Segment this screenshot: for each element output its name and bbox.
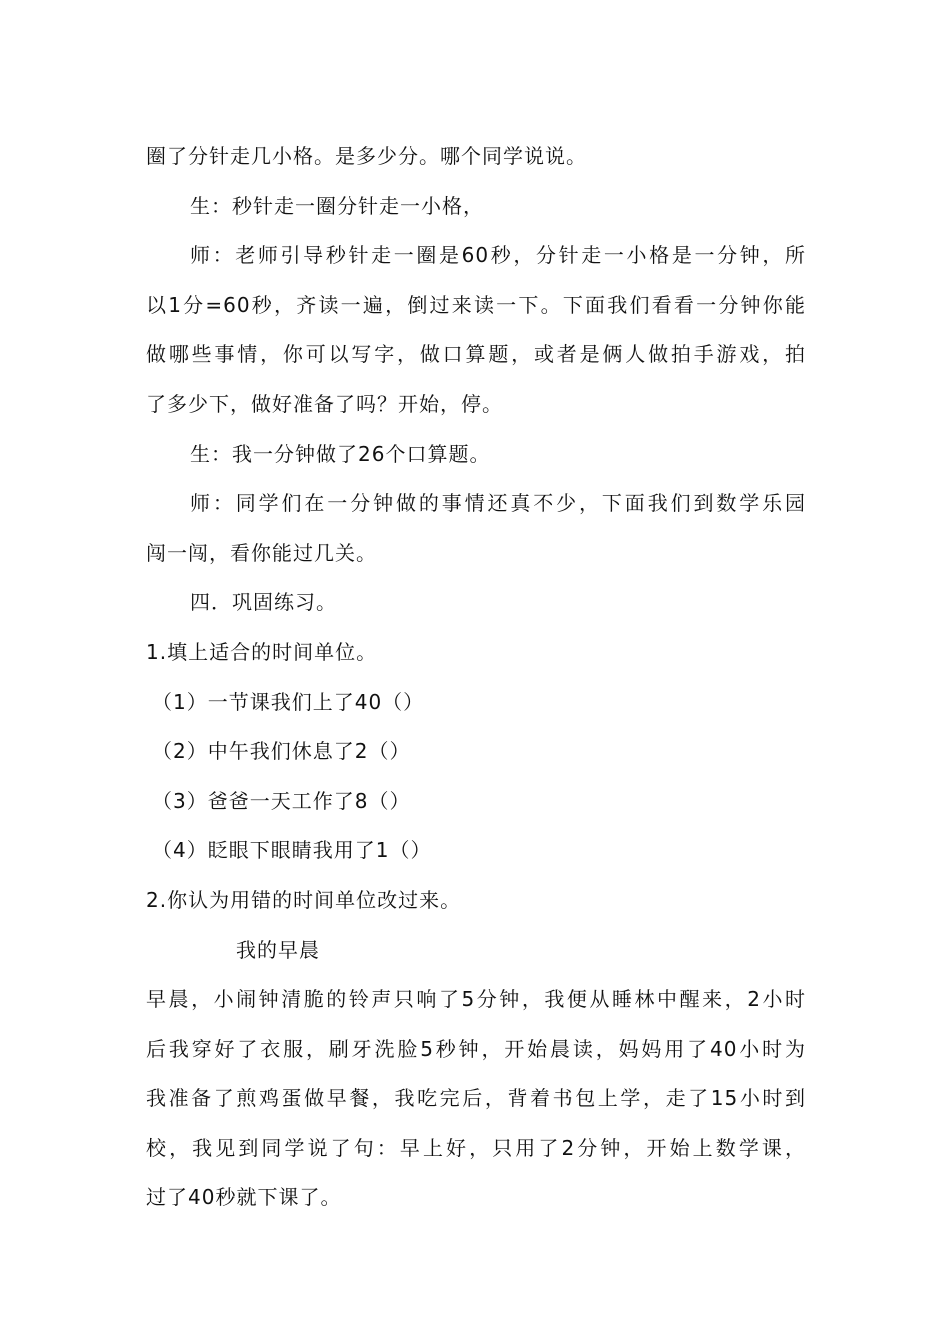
essay-title: 我的早晨 — [236, 937, 320, 962]
student-reply-line: 生：我一分钟做了26个口算题。 — [190, 441, 491, 466]
teacher-line-end: 闯一闯，看你能过几关。 — [146, 540, 377, 565]
student-reply-line: 生：秒针走一圈分针走一小格， — [190, 193, 484, 218]
exercise-item: （1）一节课我们上了40（） — [152, 689, 425, 714]
teacher-line: 师：老师引导秒针走一圈是60秒，分针走一小格是一分钟，所 — [190, 243, 806, 268]
paragraph-line: 圈了分针走几小格。是多少分。哪个同学说说。 — [146, 144, 587, 168]
exercise-item: （4）眨眼下眼睛我用了1（） — [152, 838, 432, 863]
teacher-line-cont: 做哪些事情，你可以写字，做口算题，或者是俩人做拍手游戏，拍 — [146, 342, 806, 367]
essay-line: 我准备了煎鸡蛋做早餐，我吃完后，背着书包上学，走了15小时到 — [146, 1086, 806, 1111]
exercise-item: （3）爸爸一天工作了8（） — [152, 788, 411, 813]
exercise-1-title: 1.填上适合的时间单位。 — [146, 639, 378, 664]
essay-line: 校，我见到同学说了句：早上好，只用了2分钟，开始上数学课， — [146, 1135, 806, 1160]
exercise-2-title: 2.你认为用错的时间单位改过来。 — [146, 887, 462, 912]
document-body — [146, 132, 806, 1223]
essay-line: 后我穿好了衣服，刷牙洗脸5秒钟，开始晨读，妈妈用了40小时为 — [146, 1036, 806, 1061]
teacher-line-end: 了多少下，做好准备了吗？开始，停。 — [146, 391, 503, 416]
section-heading: 四．巩固练习。 — [190, 590, 337, 615]
teacher-line: 师：同学们在一分钟做的事情还真不少，下面我们到数学乐园 — [190, 491, 806, 516]
teacher-line-cont: 以1分=60秒，齐读一遍，倒过来读一下。下面我们看看一分钟你能 — [146, 292, 806, 317]
essay-line-end: 过了40秒就下课了。 — [146, 1185, 342, 1210]
essay-line: 早晨，小闹钟清脆的铃声只响了5分钟，我便从睡林中醒来，2小时 — [146, 987, 806, 1012]
exercise-item: （2）中午我们休息了2（） — [152, 739, 411, 764]
